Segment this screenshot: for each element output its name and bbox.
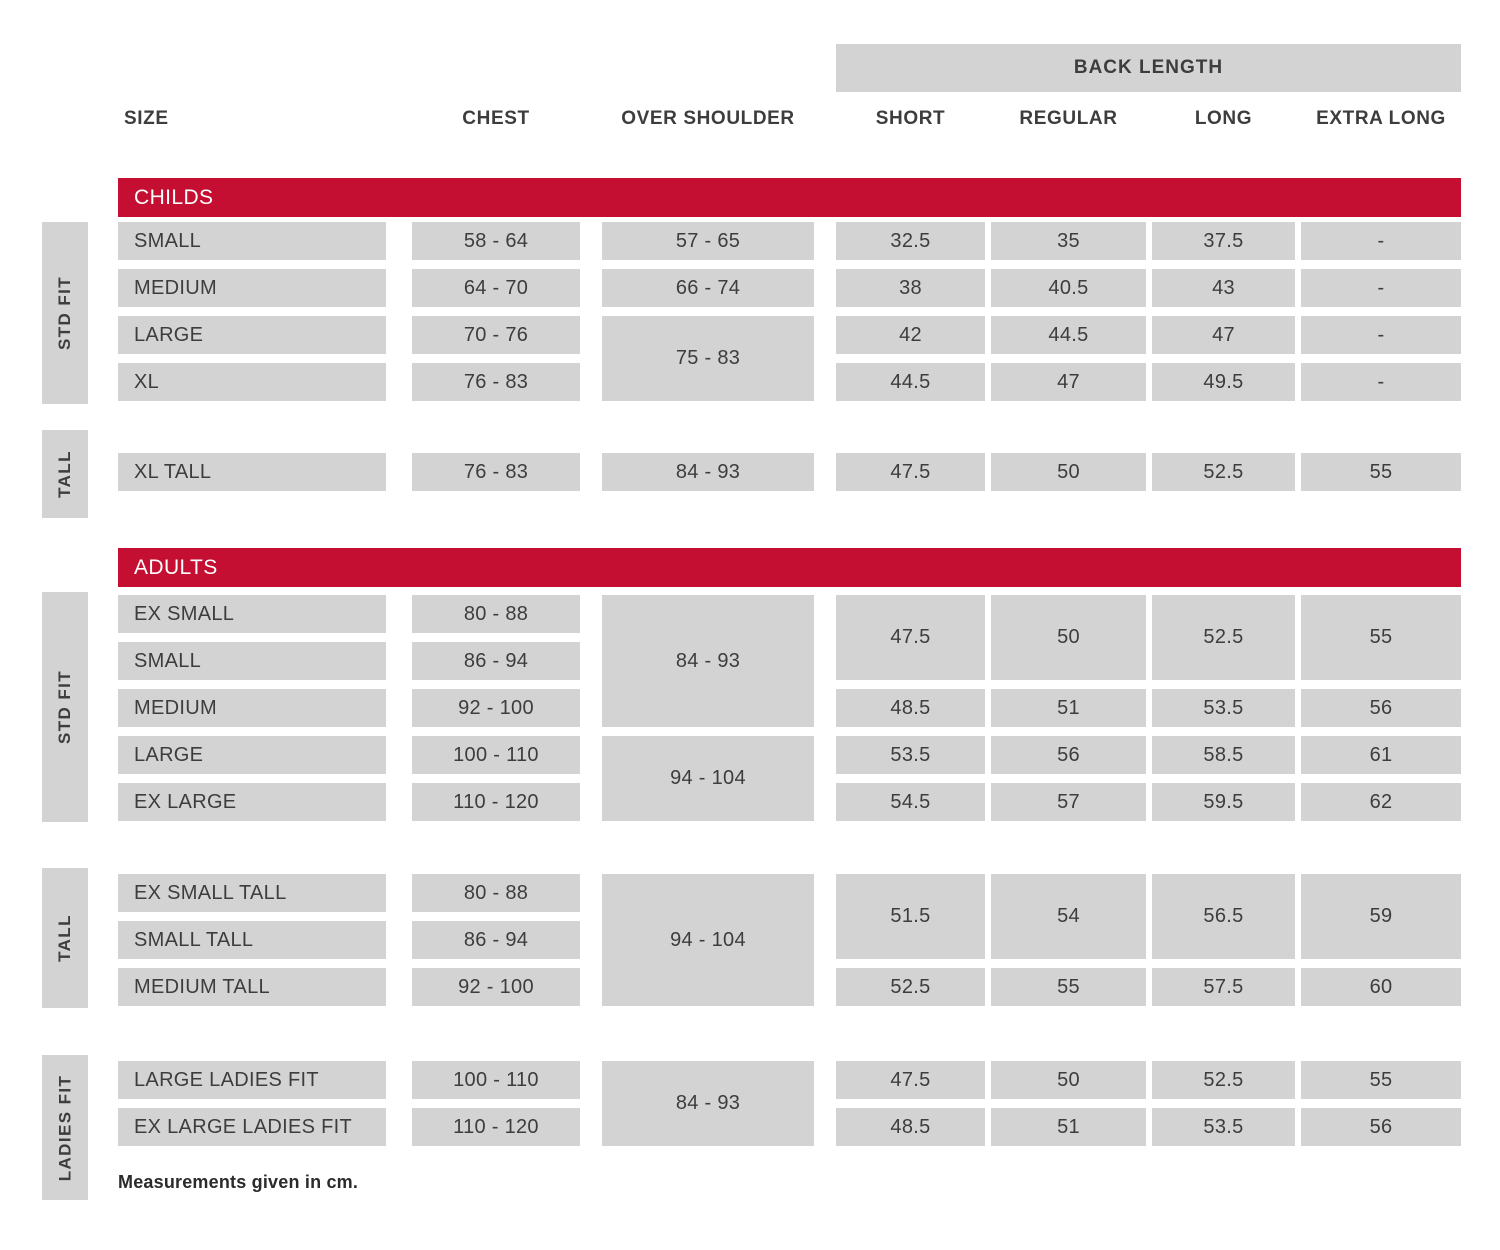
cell-short: 51.5	[836, 874, 985, 959]
column-header-short: SHORT	[875, 108, 946, 129]
row-label: MEDIUM TALL	[134, 975, 270, 998]
cell-short: 38	[836, 269, 985, 307]
side-label-adults-std-fit	[42, 592, 88, 822]
cell-long: 52.5	[1152, 595, 1295, 680]
cell-over-shoulder: 57 - 65	[602, 222, 814, 260]
cell-regular: 51	[991, 1108, 1146, 1146]
cell-chest: 100 - 110	[412, 1061, 580, 1099]
table-row	[118, 968, 386, 1006]
side-label-adults-tall-text: TALL	[55, 914, 74, 962]
side-label-childs-std-fit	[42, 222, 88, 404]
row-label: SMALL	[134, 649, 202, 672]
side-label-childs-tall	[42, 430, 88, 518]
row-label: MEDIUM	[134, 276, 217, 299]
cell-short: 48.5	[836, 1108, 985, 1146]
cell-extra-long: -	[1301, 363, 1461, 401]
cell-extra-long: 55	[1301, 1061, 1461, 1099]
table-row	[118, 783, 386, 821]
cell-chest: 70 - 76	[412, 316, 580, 354]
cell-chest: 92 - 100	[412, 968, 580, 1006]
cell-over-shoulder: 75 - 83	[602, 316, 814, 401]
cell-extra-long: 56	[1301, 689, 1461, 727]
cell-chest: 80 - 88	[412, 595, 580, 633]
cell-over-shoulder: 84 - 93	[602, 1061, 814, 1146]
cell-chest: 64 - 70	[412, 269, 580, 307]
cell-regular: 40.5	[991, 269, 1146, 307]
row-label: EX LARGE	[134, 790, 237, 813]
column-header-over-shoulder: OVER SHOULDER	[621, 108, 795, 129]
cell-long: 56.5	[1152, 874, 1295, 959]
cell-extra-long: 62	[1301, 783, 1461, 821]
cell-over-shoulder: 66 - 74	[602, 269, 814, 307]
cell-short: 53.5	[836, 736, 985, 774]
cell-short: 54.5	[836, 783, 985, 821]
cell-long: 52.5	[1152, 1061, 1295, 1099]
cell-chest: 86 - 94	[412, 921, 580, 959]
cell-short: 47.5	[836, 1061, 985, 1099]
table-row	[118, 363, 386, 401]
cell-extra-long: 61	[1301, 736, 1461, 774]
cell-regular: 55	[991, 968, 1146, 1006]
cell-regular: 44.5	[991, 316, 1146, 354]
cell-chest: 110 - 120	[412, 783, 580, 821]
cell-extra-long: 60	[1301, 968, 1461, 1006]
cell-extra-long: 56	[1301, 1108, 1461, 1146]
table-row	[118, 1061, 386, 1099]
cell-regular: 56	[991, 736, 1146, 774]
cell-regular: 57	[991, 783, 1146, 821]
row-label: MEDIUM	[134, 696, 217, 719]
table-row	[118, 1108, 386, 1146]
cell-chest: 58 - 64	[412, 222, 580, 260]
cell-short: 47.5	[836, 453, 985, 491]
cell-over-shoulder: 94 - 104	[602, 874, 814, 1006]
cell-chest: 76 - 83	[412, 453, 580, 491]
footnote-measurements: Measurements given in cm.	[118, 1172, 359, 1192]
cell-extra-long: -	[1301, 269, 1461, 307]
table-row	[118, 316, 386, 354]
cell-long: 58.5	[1152, 736, 1295, 774]
cell-extra-long: -	[1301, 316, 1461, 354]
cell-long: 52.5	[1152, 453, 1295, 491]
cell-long: 59.5	[1152, 783, 1295, 821]
side-label-ladies-fit-text: LADIES FIT	[55, 1074, 74, 1181]
cell-regular: 50	[991, 595, 1146, 680]
row-label: LARGE	[134, 743, 204, 766]
cell-chest: 80 - 88	[412, 874, 580, 912]
cell-regular: 50	[991, 453, 1146, 491]
row-label: XL	[134, 370, 160, 393]
row-label: EX LARGE LADIES FIT	[134, 1115, 352, 1138]
cell-over-shoulder: 84 - 93	[602, 453, 814, 491]
row-label: EX SMALL TALL	[134, 881, 287, 904]
cell-chest: 76 - 83	[412, 363, 580, 401]
row-label: LARGE	[134, 323, 204, 346]
cell-long: 53.5	[1152, 689, 1295, 727]
cell-regular: 54	[991, 874, 1146, 959]
side-label-adults-std-fit-text: STD FIT	[55, 669, 75, 745]
cell-long: 47	[1152, 316, 1295, 354]
cell-chest: 100 - 110	[412, 736, 580, 774]
cell-extra-long: -	[1301, 222, 1461, 260]
cell-long: 53.5	[1152, 1108, 1295, 1146]
side-label-childs-tall-text: TALL	[55, 450, 74, 498]
table-row	[118, 222, 386, 260]
cell-long: 57.5	[1152, 968, 1295, 1006]
column-header-long: LONG	[1194, 108, 1253, 129]
column-header-regular: REGULAR	[1019, 108, 1118, 129]
table-row	[118, 595, 386, 633]
cell-regular: 50	[991, 1061, 1146, 1099]
cell-regular: 35	[991, 222, 1146, 260]
row-label: SMALL TALL	[134, 928, 254, 951]
cell-long: 37.5	[1152, 222, 1295, 260]
cell-long: 43	[1152, 269, 1295, 307]
back-length-group-header: BACK LENGTH	[836, 44, 1461, 92]
cell-extra-long: 55	[1301, 453, 1461, 491]
table-row	[118, 642, 386, 680]
row-label: XL TALL	[134, 460, 212, 483]
table-row	[118, 269, 386, 307]
table-row	[118, 874, 386, 912]
cell-short: 32.5	[836, 222, 985, 260]
cell-regular: 51	[991, 689, 1146, 727]
cell-short: 44.5	[836, 363, 985, 401]
cell-regular: 47	[991, 363, 1146, 401]
cell-short: 48.5	[836, 689, 985, 727]
section-band-childs: CHILDS	[118, 178, 1461, 217]
cell-long: 49.5	[1152, 363, 1295, 401]
cell-short: 52.5	[836, 968, 985, 1006]
cell-over-shoulder: 84 - 93	[602, 595, 814, 727]
row-label: EX SMALL	[134, 602, 235, 625]
table-row	[118, 736, 386, 774]
cell-short: 47.5	[836, 595, 985, 680]
cell-chest: 92 - 100	[412, 689, 580, 727]
section-band-adults: ADULTS	[118, 548, 1461, 587]
side-label-adults-tall	[42, 868, 88, 1008]
cell-extra-long: 55	[1301, 595, 1461, 680]
table-row	[118, 453, 386, 491]
row-label: LARGE LADIES FIT	[134, 1068, 319, 1091]
table-row	[118, 689, 386, 727]
column-header-chest: CHEST	[462, 108, 530, 129]
table-row	[118, 921, 386, 959]
cell-extra-long: 59	[1301, 874, 1461, 959]
column-header-extra-long: EXTRA LONG	[1316, 108, 1446, 129]
row-label: SMALL	[134, 229, 202, 252]
cell-chest: 86 - 94	[412, 642, 580, 680]
cell-chest: 110 - 120	[412, 1108, 580, 1146]
side-label-childs-std-fit-text: STD FIT	[55, 275, 75, 351]
side-label-ladies-fit	[42, 1055, 88, 1200]
cell-over-shoulder: 94 - 104	[602, 736, 814, 821]
cell-short: 42	[836, 316, 985, 354]
column-header-size: SIZE	[124, 108, 169, 129]
